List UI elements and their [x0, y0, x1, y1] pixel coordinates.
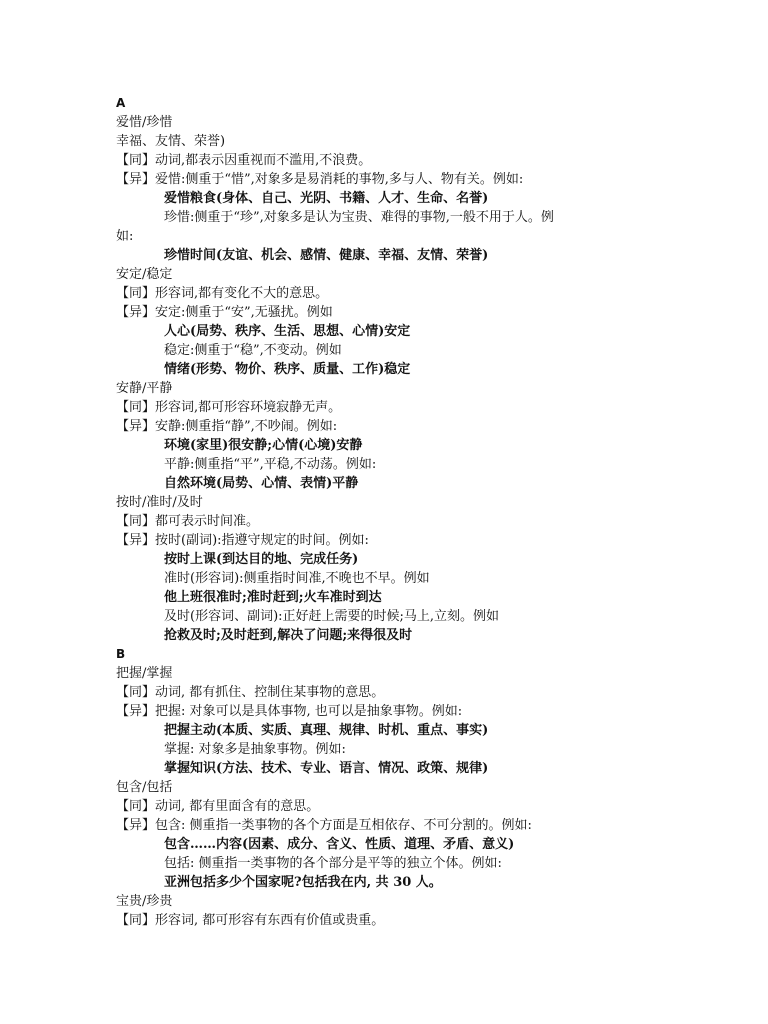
definition-line: 【异】把握: 对象可以是具体事物, 也可以是抽象事物。例如:	[116, 704, 463, 719]
example-line: 情绪(形势、物价、秩序、质量、工作)稳定	[164, 362, 411, 377]
section-letter: A	[116, 96, 126, 110]
example-line: 爱惜粮食(身体、自己、光阴、书籍、人才、生命、名誉)	[164, 191, 489, 206]
definition-line: 及时(形容词、副词):正好赶上需要的时候;马上,立刻。例如	[164, 609, 500, 624]
definition-line: 幸福、友情、荣誉)	[116, 134, 226, 149]
entry-title: 安定/稳定	[116, 267, 173, 282]
definition-line: 【同】动词, 都有抓住、控制住某事物的意思。	[116, 685, 385, 700]
definition-line: 准时(形容词):侧重指时间准,不晚也不早。例如	[164, 571, 430, 586]
definition-line: 稳定:侧重于“稳”,不变动。例如	[164, 343, 342, 358]
definition-line: 【异】安静:侧重指“静”,不吵闹。例如:	[116, 419, 338, 434]
definition-line: 【同】动词,都表示因重视而不滥用,不浪费。	[116, 153, 372, 168]
document-body	[116, 94, 716, 930]
definition-line: 【同】形容词,都可形容环境寂静无声。	[116, 400, 342, 415]
definition-line: 【同】形容词, 都可形容有东西有价值或贵重。	[116, 913, 385, 928]
definition-line: 平静:侧重指“平”,平稳,不动荡。例如:	[164, 457, 377, 472]
definition-line: 【同】都可表示时间准。	[116, 514, 260, 529]
example-line: 亚洲包括多少个国家呢?包括我在内, 共 30 人。	[164, 875, 442, 890]
entry-title: 包含/包括	[116, 780, 173, 795]
entry-title: 爱惜/珍惜	[116, 115, 173, 130]
definition-line: 【异】爱惜:侧重于“惜”,对象多是易消耗的事物,多与人、物有关。例如:	[116, 172, 524, 187]
example-line: 珍惜时间(友谊、机会、感情、健康、幸福、友情、荣誉)	[164, 248, 489, 263]
definition-line: 【异】按时(副词):指遵守规定的时间。例如:	[116, 533, 369, 548]
example-line: 按时上课(到达目的地、完成任务)	[164, 552, 359, 567]
section-letter: B	[116, 647, 126, 661]
entry-title: 把握/掌握	[116, 666, 173, 681]
definition-line: 如:	[116, 229, 134, 244]
entry-title: 宝贵/珍贵	[116, 894, 173, 909]
example-line: 他上班很准时;准时赶到;火车准时到达	[164, 590, 382, 605]
definition-line: 珍惜:侧重于“珍”,对象多是认为宝贵、难得的事物,一般不用于人。例	[164, 210, 554, 225]
example-line: 把握主动(本质、实质、真理、规律、时机、重点、事实)	[164, 723, 489, 738]
entry-title: 按时/准时/及时	[116, 495, 203, 510]
example-line: 掌握知识(方法、技术、专业、语言、情况、政策、规律)	[164, 761, 489, 776]
example-line: 包含……内容(因素、成分、含义、性质、道理、矛盾、意义)	[164, 837, 515, 852]
example-line: 环境(家里)很安静;心情(心境)安静	[164, 438, 363, 453]
entry-title: 安静/平静	[116, 381, 173, 396]
definition-line: 【同】动词, 都有里面含有的意思。	[116, 799, 320, 814]
definition-line: 【异】包含: 侧重指一类事物的各个方面是互相依存、不可分割的。例如:	[116, 818, 532, 833]
definition-line: 【异】安定:侧重于“安”,无骚扰。例如	[116, 305, 333, 320]
definition-line: 掌握: 对象多是抽象事物。例如:	[164, 742, 346, 757]
definition-line: 包括: 侧重指一类事物的各个部分是平等的独立个体。例如:	[164, 856, 502, 871]
example-line: 抢救及时;及时赶到,解决了问题;来得很及时	[164, 628, 413, 643]
example-line: 人心(局势、秩序、生活、思想、心情)安定	[164, 324, 411, 339]
example-line: 自然环境(局势、心情、表情)平静	[164, 476, 359, 491]
definition-line: 【同】形容词,都有变化不大的意思。	[116, 286, 329, 301]
